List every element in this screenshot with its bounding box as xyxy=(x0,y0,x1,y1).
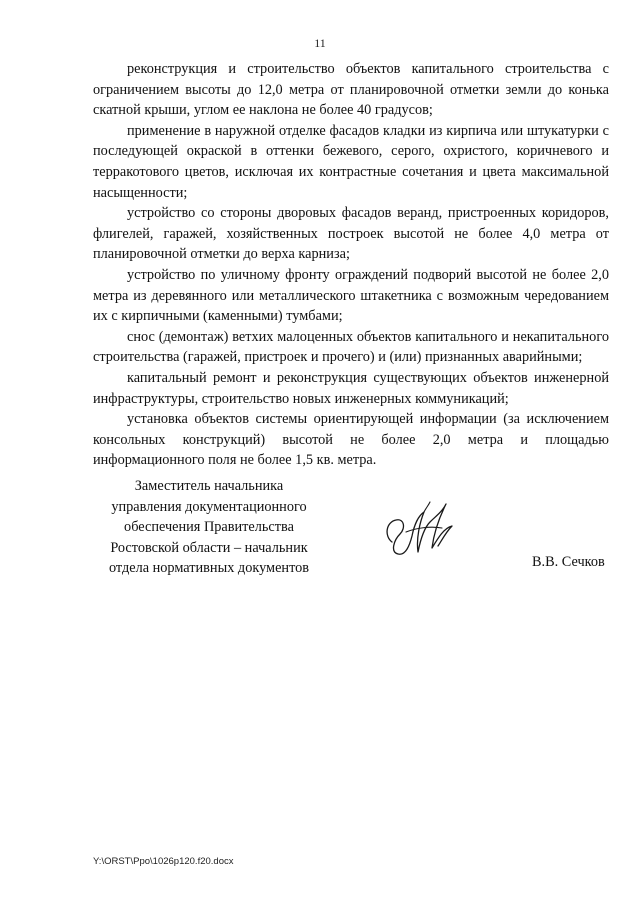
signer-title xyxy=(93,476,325,579)
page-number: 11 xyxy=(314,36,326,50)
signer-title-line: управления документационного xyxy=(111,498,307,515)
paragraph-facade-finish: применение в наружной отделке фасадов кладки из кирпича или штукатурки с последующей окраской в оттенки бежевого, серого, охристого, коричневого и терракотового цветов, исключая их контрастные сочетания и цвета максимальной насыщенности; xyxy=(93,122,609,201)
signer-title-line: Заместитель начальника xyxy=(134,478,284,494)
handwritten-signature xyxy=(380,498,460,560)
paragraph-demolition: снос (демонтаж) ветхих малоценных объектов капитального и некапитального строительства (гаражей, пристроек и прочего) и (или) признанных аварийными; xyxy=(93,328,609,366)
document-body xyxy=(93,59,609,471)
signer-title-line: Ростовской области – начальник xyxy=(110,539,308,556)
signature-block xyxy=(0,476,640,586)
paragraph-street-fences: устройство по уличному фронту ограждений подворий высотой не более 2,0 метра из деревянного или металлического штакетника с возможным чередованием их с кирпичными (каменными) тумбами; xyxy=(93,266,609,325)
file-path: Y:\ORST\Ppo\1026p120.f20.docx xyxy=(93,856,234,867)
signer-name: В.В. Сечков xyxy=(532,554,605,570)
paragraph-orientation-signs: установка объектов системы ориентирующей информации (за исключением консольных конструкций) высотой не более 2,0 метра и площадью информационного поля не более 1,5 кв. метра. xyxy=(93,411,609,469)
paragraph-engineering-infrastructure: капитальный ремонт и реконструкция существующих объектов инженерной инфраструктуры, строительство новых инженерных коммуникаций; xyxy=(93,369,609,407)
paragraph-yard-buildings: устройство со стороны дворовых фасадов веранд, пристроенных коридоров, флигелей, гаражей, хозяйственных построек высотой не более 4,0 метра от планировочной отметки до верха карниза; xyxy=(93,205,609,263)
paragraph-reconstruction: реконструкция и строительство объектов капитального строительства с ограничением высоты до 12,0 метра от планировочной отметки земли до конька скатной крыши, углом ее наклона не более 40 градусов; xyxy=(93,61,609,119)
signer-title-line: отдела нормативных документов xyxy=(108,560,310,577)
signer-title-line: обеспечения Правительства xyxy=(124,519,294,536)
